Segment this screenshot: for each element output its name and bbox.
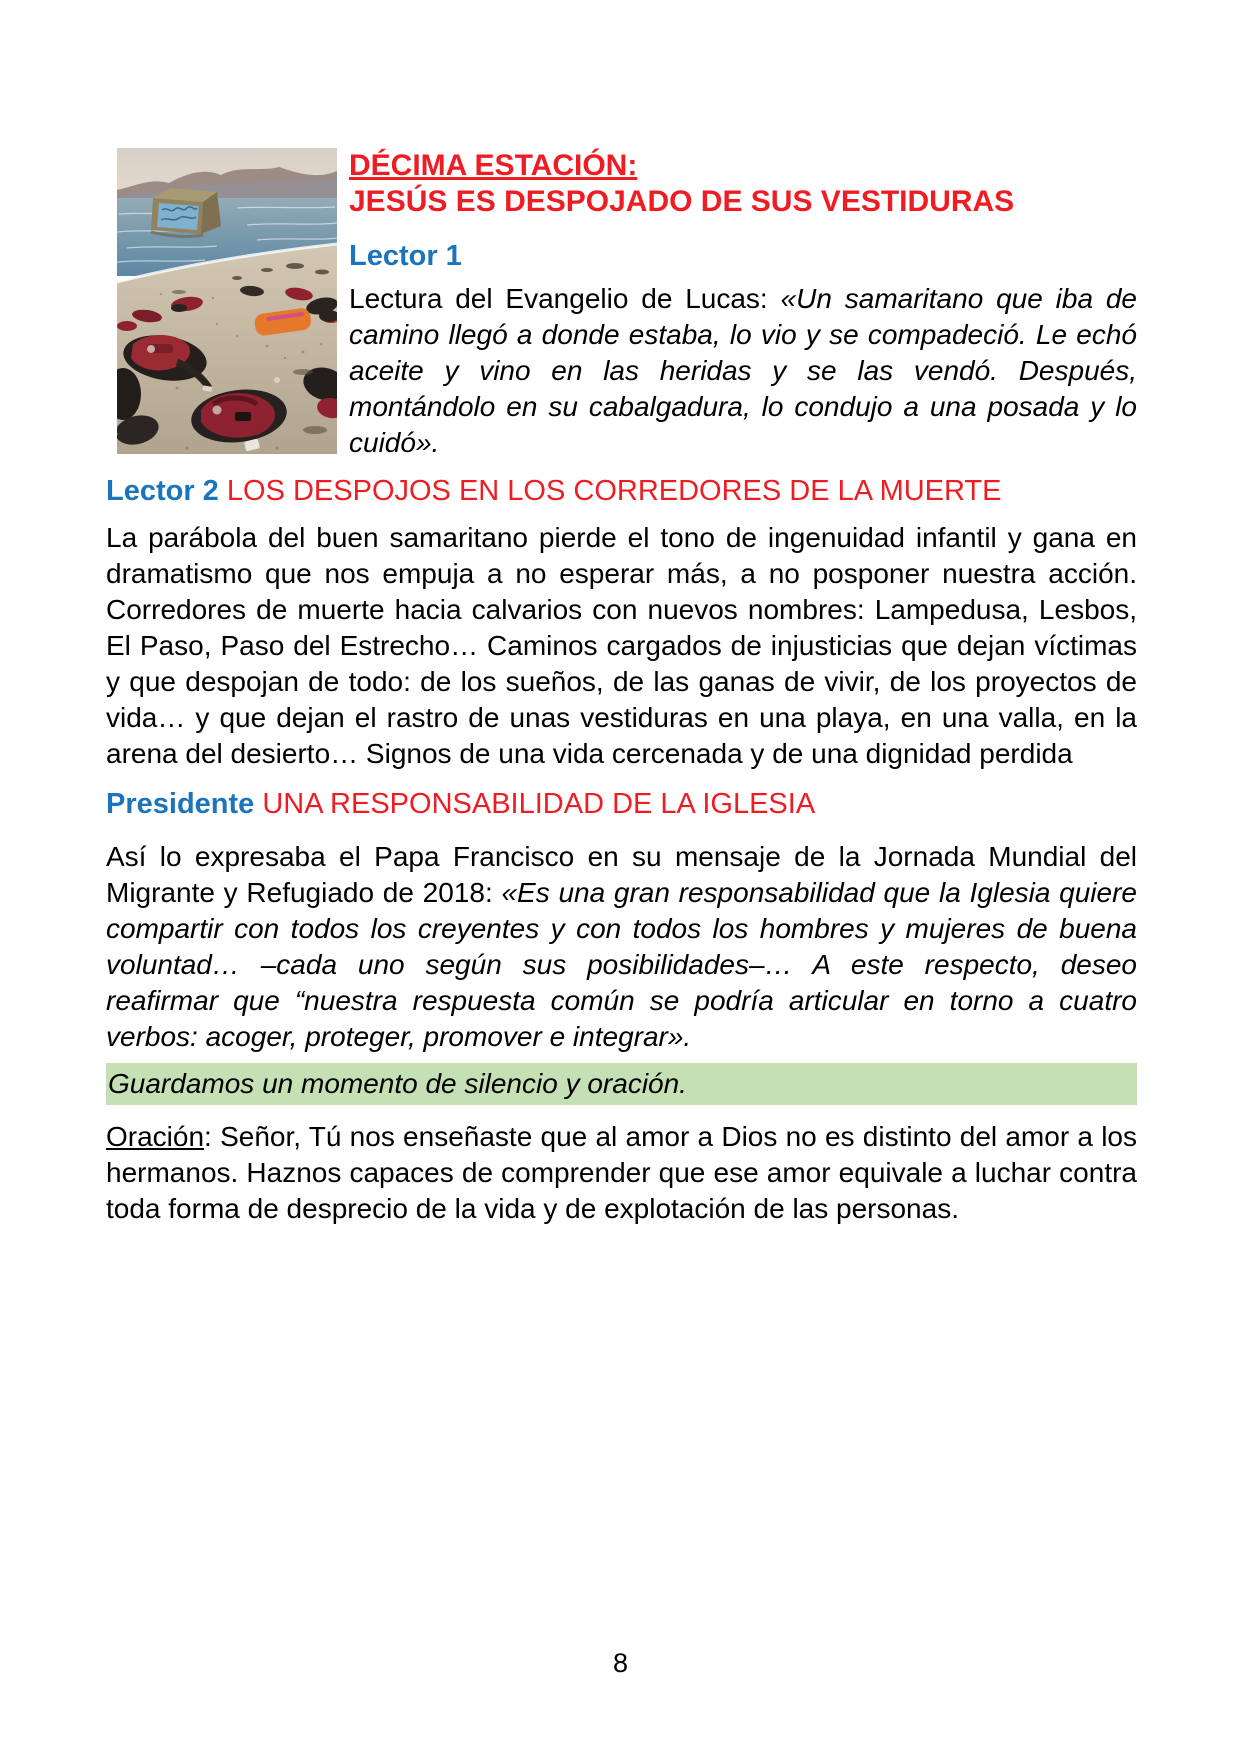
oracion-label: Oración xyxy=(106,1121,205,1152)
lector2-heading xyxy=(106,473,1137,510)
lector2-title: LOS DESPOJOS EN LOS CORREDORES DE LA MUERTE xyxy=(226,475,1002,507)
beach-photo-illustration xyxy=(117,148,337,454)
station-title-line1: DÉCIMA ESTACIÓN: xyxy=(349,149,638,182)
header-text-column xyxy=(349,148,1137,461)
lector2-paragraph: La parábola del buen samaritano pierde el tono de ingenuidad infantil y gana en dramatismo que nos empuja a no esperar más, a no posponer nuestra acción. Corredores de muerte hacia calvarios con nuevos nombres: Lampedusa, Lesbos, El Paso, Paso del Estrecho… Caminos cargados de injusticias que dejan víctimas y que despojan de todo: de los sueños, de las ganas de vivir, de los proyectos de vida… y que dejan el rastro de unas vestiduras en una playa, en una valla, en la arena del desierto… Signos de una vida cercenada y de una dignidad perdida xyxy=(106,522,1137,769)
lector1-label: Lector 1 xyxy=(349,240,462,272)
station-title xyxy=(349,148,1137,220)
header-section xyxy=(106,148,1137,461)
page-number: 8 xyxy=(612,1648,629,1678)
presidente-label: Presidente xyxy=(106,788,255,820)
presidente-title: UNA RESPONSABILIDAD DE LA IGLESIA xyxy=(262,788,816,820)
presidente-intro: Así lo expresaba el Papa Francisco en su mensaje de la Jornada Mundial del Migrante y Refugiado de 2018: xyxy=(106,841,1137,908)
oracion-body: : Señor, Tú nos enseñaste que al amor a Dios no es distinto del amor a los hermanos. Haznos capaces de comprender que ese amor equivale a luchar contra toda forma de desprecio de la vida y de explotación de las personas. xyxy=(106,1121,1137,1224)
page-content xyxy=(106,148,1137,1227)
station-photo xyxy=(117,148,337,454)
gospel-intro: Lectura del Evangelio de Lucas: xyxy=(349,283,781,314)
presidente-quote: «Es una gran responsabilidad que la Iglesia quiere compartir con todos los creyentes y con todos los hombres y mujeres de buena voluntad… –cada uno según sus posibilidades–… A este respecto, deseo reafirmar que “nuestra respuesta común se podría articular en torno a cuatro verbos: acoger, proteger, promover e integrar». xyxy=(106,877,1138,1052)
presidente-paragraph xyxy=(106,839,1137,1055)
station-title-line2: JESÚS ES DESPOJADO DE SUS VESTIDURAS xyxy=(349,185,1015,218)
lector2-label: Lector 2 xyxy=(106,475,219,507)
gospel-reading xyxy=(349,281,1137,461)
presidente-heading xyxy=(106,786,1137,823)
silence-highlight: Guardamos un momento de silencio y oración. xyxy=(106,1063,1137,1105)
gospel-quote: «Un samaritano que iba de camino llegó a donde estaba, lo vio y se compadeció. Le echó aceite y vino en las heridas y se las vendó. Después, montándolo en su cabalgadura, lo condujo a una posada y lo cuidó». xyxy=(349,283,1138,458)
concrete-block xyxy=(151,188,221,236)
oracion-paragraph xyxy=(106,1119,1137,1227)
